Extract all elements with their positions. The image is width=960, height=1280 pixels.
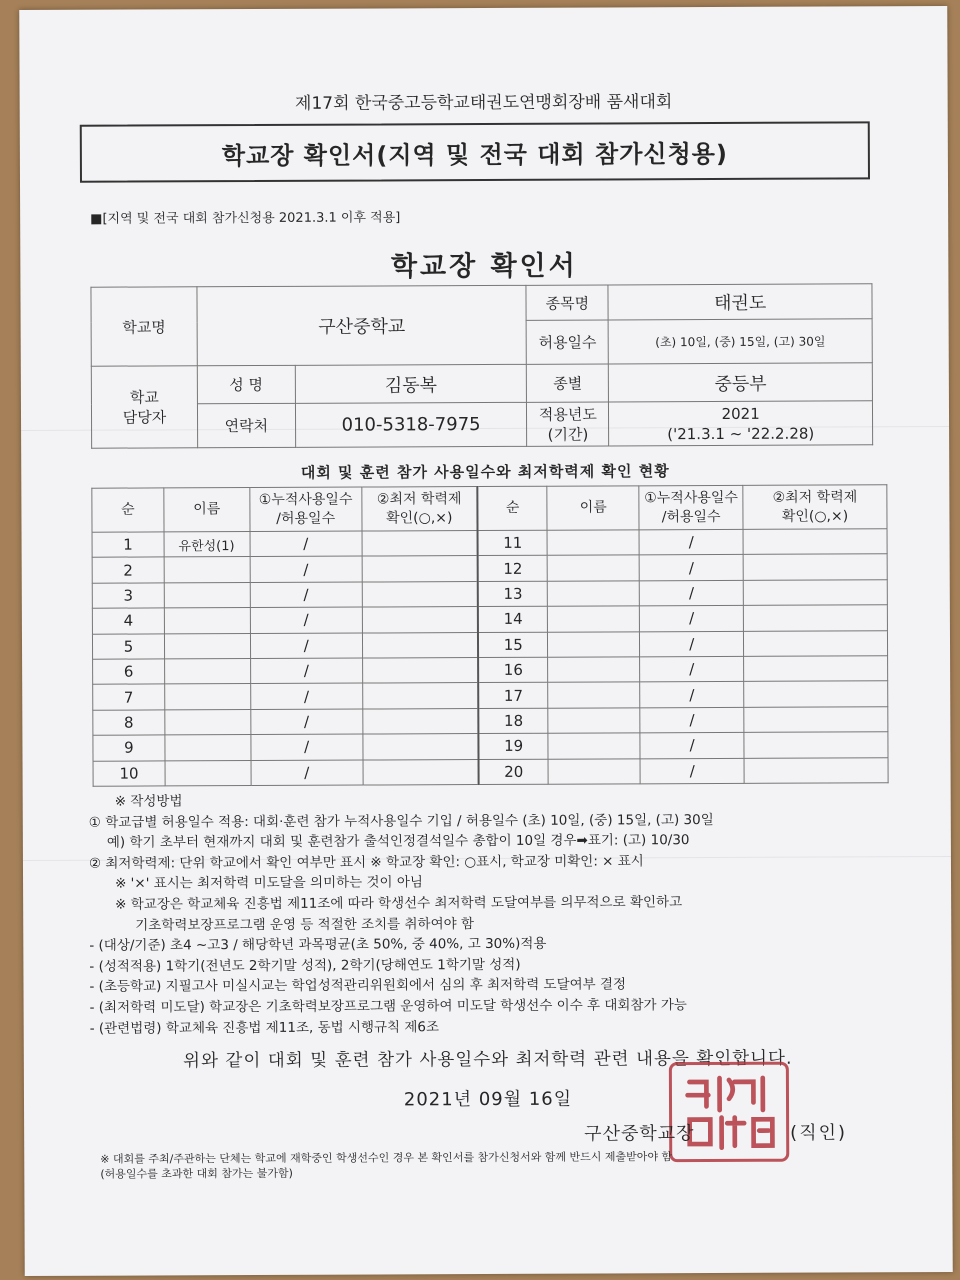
header-check-line2: 확인(○,×)	[386, 509, 453, 526]
row-check	[744, 681, 888, 707]
row-number: 5	[92, 633, 164, 659]
instruction-line: 예) 학기 초부터 현재까지 대회 및 훈련참가 출석인정결석일수 총합이 10일 경우➡표기: (고) 10/30	[106, 832, 690, 851]
row-check	[744, 757, 888, 783]
school-value: 구산중학교	[197, 285, 527, 365]
school-label: 학교명	[91, 287, 197, 366]
school-info-table	[90, 283, 873, 448]
row-name	[165, 709, 251, 735]
row-number: 15	[478, 632, 548, 658]
table-row	[92, 554, 887, 583]
footer-note	[100, 1148, 900, 1181]
row-name	[164, 608, 250, 634]
issue-date: 2021년 09월 16일	[403, 1088, 573, 1111]
row-name: 유한성(1)	[164, 532, 250, 558]
header-no: 순	[477, 486, 547, 530]
principal-signature: 구산중학교장	[584, 1123, 695, 1145]
row-name	[548, 581, 640, 607]
row-name	[548, 758, 640, 784]
year-label: 적용년도	[538, 405, 597, 424]
instruction-line: ※ '×' 표시는 최저학력 미도달을 의미하는 것이 아님	[115, 874, 423, 892]
row-check	[362, 683, 478, 709]
row-number: 18	[478, 708, 548, 734]
table-row	[92, 605, 887, 634]
row-number: 7	[93, 684, 165, 710]
manager-label: 학교 담당자	[91, 366, 197, 448]
row-days: /	[640, 656, 744, 682]
period-value: ('21.3.1 ~ '22.2.28)	[667, 424, 815, 443]
header-no: 순	[92, 488, 164, 532]
row-days: /	[640, 758, 744, 784]
header-days-line1: ①누적사용일수	[644, 489, 738, 506]
footer-line-2: (허용일수를 초과한 대회 참가는 불가함)	[100, 1166, 293, 1181]
header-check-line1: ②최저 학력제	[376, 490, 462, 507]
header-check	[743, 485, 887, 530]
allowed-days-value: (초) 10일, (중) 15일, (고) 30일	[608, 319, 872, 364]
contact-label: 연락처	[197, 403, 295, 447]
row-check	[743, 554, 887, 580]
row-days: /	[639, 555, 743, 581]
row-number: 17	[478, 683, 548, 709]
year-value: 2021	[721, 404, 760, 423]
document-title-box	[80, 121, 870, 182]
row-number: 4	[92, 608, 164, 634]
instruction-line: 기초학력보장프로그램 운영 등 적절한 조치를 취하여야 함	[135, 915, 475, 934]
row-name	[164, 582, 250, 608]
contact-value: 010-5318-7975	[295, 402, 527, 447]
row-check	[743, 529, 887, 555]
row-days: /	[250, 531, 362, 557]
official-seal	[669, 1062, 789, 1163]
event-value: 태권도	[608, 284, 872, 320]
header-check	[361, 487, 477, 532]
header-days-line1: ①누적사용일수	[258, 491, 353, 508]
period-label: (기간)	[547, 425, 589, 444]
row-days: /	[250, 607, 362, 633]
event-label: 종목명	[526, 285, 608, 320]
row-name	[548, 708, 640, 734]
category-value: 중등부	[609, 363, 873, 402]
instruction-line: - (초등학교) 지필고사 미실시교는 학업성적관리위원회에서 심의 후 최저학력 도달여부 결정	[89, 976, 627, 996]
row-check	[744, 732, 888, 758]
row-days: /	[250, 683, 362, 709]
instruction-line: - (대상/기준) 초4 ~고3 / 해당학년 과목평균(초 50%, 중 40%, 고 30%)적용	[89, 935, 547, 954]
instructions	[89, 788, 910, 1039]
row-check	[362, 531, 478, 557]
row-number: 13	[478, 581, 548, 607]
allowed-days-label: 허용일수	[527, 320, 609, 364]
row-check	[363, 734, 479, 760]
row-check	[743, 605, 887, 631]
seal-mark-label: (직인)	[790, 1122, 848, 1144]
row-name	[165, 684, 251, 710]
instruction-line: - (최저학력 미도달) 학교장은 기초학력보장프로그램 운영하여 미도달 학생선수 이수 후 대회참가 가능	[89, 997, 687, 1016]
row-number: 12	[478, 556, 548, 582]
row-name	[548, 733, 640, 759]
row-name	[547, 530, 639, 556]
row-days: /	[640, 580, 744, 606]
row-days: /	[639, 529, 743, 555]
table-row	[92, 580, 887, 609]
table-row	[93, 656, 888, 685]
header-days-line2: /허용일수	[276, 510, 336, 527]
row-check	[744, 706, 888, 732]
header-days	[250, 487, 362, 531]
instruction-line: ※ 작성방법	[114, 793, 183, 810]
row-days: /	[640, 733, 744, 759]
table-row	[92, 529, 887, 558]
footer-line-1: ※ 대회를 주최/주관하는 단체는 학교에 재학중인 학생선수인 경우 본 확인서를 참가신청서와 함께 반드시 제출받아야 함	[100, 1150, 673, 1166]
header-days-line2: /허용일수	[661, 508, 721, 525]
row-check	[362, 632, 478, 658]
row-days: /	[250, 556, 362, 582]
row-name	[164, 557, 250, 583]
instruction-line: ② 최저학력제: 단위 학교에서 확인 여부만 표시 ※ 학교장 확인: ○표시, 학교장 미확인: × 표시	[88, 853, 644, 872]
row-number: 19	[478, 733, 548, 759]
applicability-note: ■[지역 및 전국 대회 참가신청용 2021.3.1 이후 적용]	[90, 210, 401, 227]
row-name	[548, 606, 640, 632]
row-days: /	[250, 633, 362, 659]
row-name	[548, 682, 640, 708]
document-title: 학교장 확인서(지역 및 전국 대회 참가신청용)	[221, 139, 728, 170]
table-row	[92, 630, 887, 659]
table-row	[93, 732, 888, 761]
row-number: 11	[478, 530, 548, 556]
year-value-cell	[609, 401, 873, 446]
instruction-line: ※ 학교장은 학교체육 진흥법 제11조에 따라 학생선수 최저학력 도달여부를 의무적으로 확인하고	[115, 894, 683, 913]
instruction-line: - (성적적용) 1학기(전년도 2학기말 성적), 2학기(당해연도 1학기말 성적)	[89, 956, 521, 975]
row-name	[164, 633, 250, 659]
row-days: /	[640, 606, 744, 632]
instruction-line: - (관련법령) 학교체육 진흥법 제11조, 동법 시행규칙 제6조	[89, 1018, 440, 1037]
row-number: 16	[478, 657, 548, 683]
row-check	[362, 581, 478, 607]
row-check	[744, 630, 888, 656]
row-number: 3	[92, 583, 164, 609]
document-page	[19, 6, 953, 1276]
name-label: 성 명	[197, 365, 295, 403]
table-row	[93, 681, 888, 710]
category-label: 종별	[527, 364, 609, 402]
row-name	[165, 760, 251, 786]
row-days: /	[250, 582, 362, 608]
section-title: 대회 및 훈련 참가 사용일수와 최저학력제 확인 현황	[300, 462, 670, 482]
row-days: /	[640, 707, 744, 733]
row-number: 20	[479, 759, 549, 785]
form-title: 학교장 확인서	[390, 250, 578, 283]
row-check	[362, 556, 478, 582]
header-days	[639, 485, 743, 529]
row-number: 14	[478, 606, 548, 632]
row-number: 6	[93, 659, 165, 685]
row-check	[362, 708, 478, 734]
row-name	[548, 657, 640, 683]
row-days: /	[251, 760, 363, 786]
row-check	[362, 607, 478, 633]
header-name: 이름	[164, 488, 250, 532]
row-number: 2	[92, 557, 164, 583]
header-name: 이름	[547, 486, 639, 530]
confirmation-statement: 위와 같이 대회 및 훈련 참가 사용일수와 최저학력 관련 내용을 확인합니다.	[183, 1048, 793, 1072]
table-row	[93, 706, 888, 735]
row-days: /	[251, 709, 363, 735]
row-check	[743, 580, 887, 606]
header-check-line1: ②최저 학력제	[772, 488, 858, 506]
year-label-cell	[527, 402, 609, 446]
table-row	[93, 757, 888, 786]
row-days: /	[640, 631, 744, 657]
row-number: 1	[92, 532, 164, 558]
header-check-line2: 확인(○,×)	[781, 507, 849, 525]
row-name	[165, 735, 251, 761]
row-name	[548, 555, 640, 581]
manager-name-value: 김동복	[295, 364, 527, 403]
instruction-line: ① 학교급별 허용일수 적용: 대회·훈련 참가 누적사용일수 기입 / 허용일수 (초) 10일, (중) 15일, (고) 30일	[88, 811, 714, 831]
row-name	[164, 658, 250, 684]
competition-title: 제17회 한국중고등학교태권도연맹회장배 품새대회	[294, 92, 673, 114]
row-days: /	[640, 682, 744, 708]
row-check	[362, 657, 478, 683]
row-number: 9	[93, 735, 165, 761]
row-number: 10	[93, 760, 165, 786]
row-number: 8	[93, 710, 165, 736]
participation-table	[91, 484, 888, 786]
row-days: /	[250, 658, 362, 684]
row-check	[744, 656, 888, 682]
row-days: /	[251, 734, 363, 760]
row-check	[363, 759, 479, 785]
row-name	[548, 631, 640, 657]
